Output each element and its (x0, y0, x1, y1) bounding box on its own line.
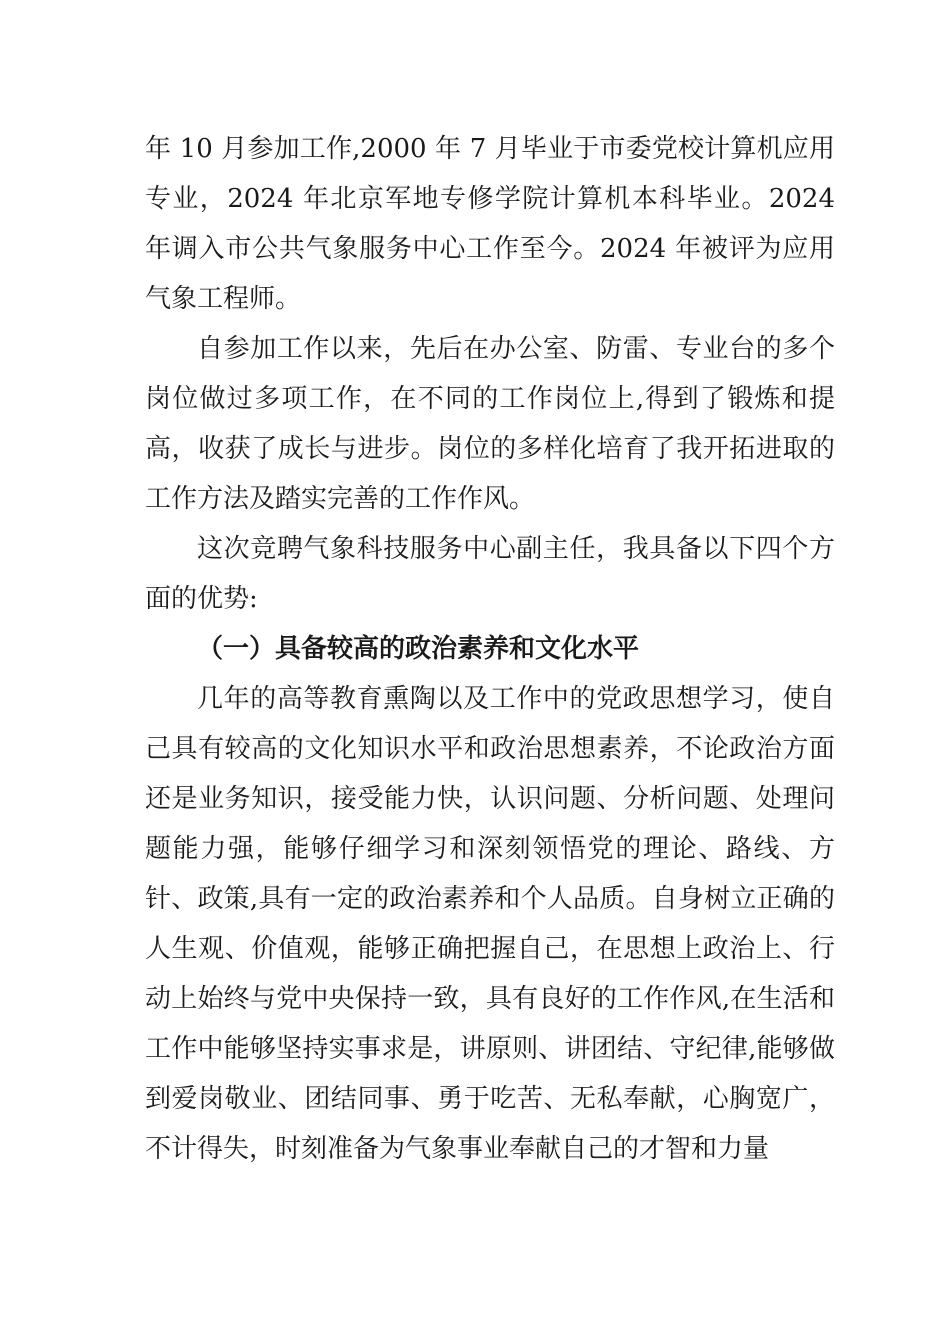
paragraph-work-history: 年 10 月参加工作,2000 年 7 月毕业于市委党校计算机应用专业，2024 年北京军地专修学院计算机本科毕业。2024 年调入市公共气象服务中心工作至今。2024 年被评为应用气象工程师。 (145, 134, 835, 314)
document-body (145, 124, 835, 1174)
paragraph-advantages-intro: 这次竞聘气象科技服务中心副主任，我具备以下四个方面的优势: (145, 534, 835, 614)
paragraph-political-quality: 几年的高等教育熏陶以及工作中的党政思想学习，使自己具有较高的文化知识水平和政治思想素养，不论政治方面还是业务知识，接受能力快，认识问题、分析问题、处理问题能力强，能够仔细学习和深刻领悟党的理论、路线、方针、政策,具有一定的政治素养和个人品质。自身树立正确的人生观、价值观，能够正确把握自己，在思想上政治上、行动上始终与党中央保持一致，具有良好的工作作风,在生活和工作中能够坚持实事求是，讲原则、讲团结、守纪律,能够做到爱岗敬业、团结同事、勇于吃苦、无私奉献，心胸宽广，不计得失，时刻准备为气象事业奉献自己的才智和力量 (145, 684, 835, 1164)
paragraph-experience: 自参加工作以来，先后在办公室、防雷、专业台的多个岗位做过多项工作，在不同的工作岗位上,得到了锻炼和提高，收获了成长与进步。岗位的多样化培育了我开拓进取的工作方法及踏实完善的工作作风。 (145, 334, 835, 514)
section-heading: （一）具备较高的政治素养和文化水平 (197, 634, 640, 664)
